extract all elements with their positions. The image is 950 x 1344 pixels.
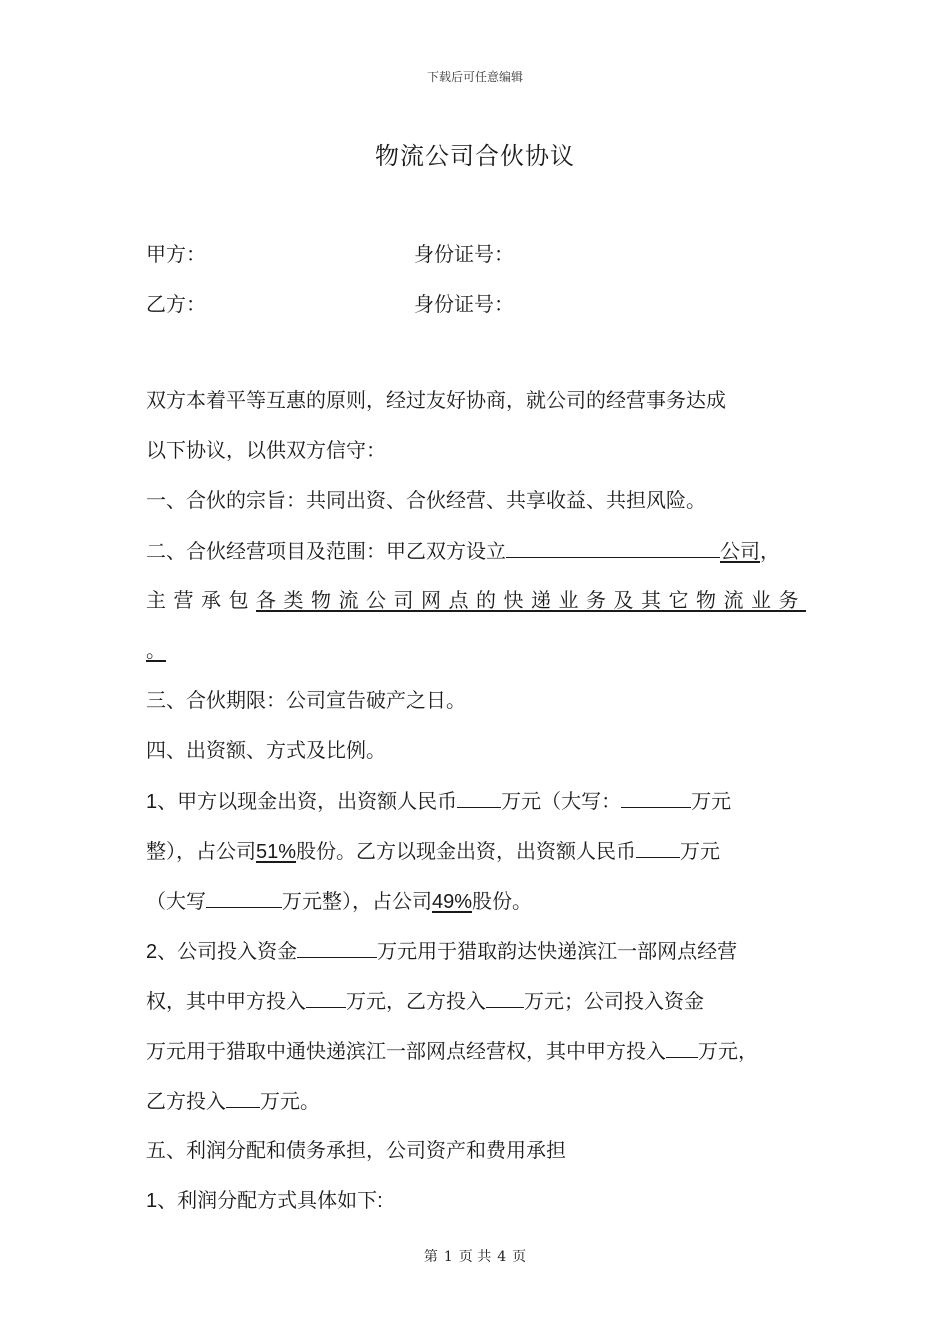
clause-1-line-1	[146, 785, 731, 817]
clause-2-text-d: 万元，乙方投入	[346, 989, 486, 1013]
header-note: 下载后可任意编辑	[426, 70, 523, 84]
clause-1-text-h: 万元整），占公司	[282, 889, 432, 913]
intro-line-1: 双方本着平等互惠的原则，经过友好协商，就公司的经营事务达成	[146, 388, 726, 412]
party-b-investment-blank	[486, 985, 524, 1008]
page-footer	[0, 1246, 950, 1266]
clause-3-number: 1	[146, 1190, 158, 1212]
clause-2-line-2	[146, 985, 704, 1016]
clause-2-text-h: 乙方投入	[146, 1089, 226, 1113]
clause-2-text-i: 万元。	[260, 1089, 320, 1113]
clause-2-line-3	[146, 1035, 758, 1066]
party-a-investment-blank	[306, 985, 346, 1008]
section-5: 五、利润分配和债务承担，公司资产和费用承担	[146, 1138, 566, 1162]
party-b-zto-blank	[226, 1085, 260, 1108]
investment-amount-blank	[297, 935, 377, 958]
clause-1-line-2	[146, 835, 720, 867]
footer-suffix: 页	[512, 1249, 527, 1265]
footer-middle: 页 共	[458, 1249, 492, 1265]
clause-2-text-g: 万元，	[698, 1039, 758, 1063]
company-name-blank	[506, 535, 720, 558]
company-suffix: 公司	[720, 539, 760, 563]
clause-1-text-f: 万元	[680, 839, 721, 863]
clause-2-line-4	[146, 1085, 320, 1116]
section-2-comma: ，	[760, 539, 780, 563]
party-a-amount-blank	[457, 785, 501, 808]
clause-3-text-a: 、利润分配方式具体如下	[157, 1188, 378, 1212]
clause-1-number: 1	[146, 791, 158, 813]
party-a-id-label: 身份证号：	[414, 242, 514, 266]
party-a-amount-words-blank	[621, 785, 691, 808]
clause-1-text-c: 万元	[691, 789, 732, 813]
section-4: 四、出资额、方式及比例。	[146, 738, 386, 762]
clause-2-text-a: 、公司投入资金	[157, 939, 298, 963]
main-business-period: 。	[146, 638, 166, 662]
clause-1-text-a: 、甲方以现金出资，出资额人民币	[157, 789, 458, 813]
page-number: 1	[443, 1249, 453, 1265]
clause-2-line-1	[146, 935, 737, 967]
footer-prefix: 第	[423, 1249, 438, 1265]
page-title: 物流公司合伙协议	[375, 142, 575, 170]
clause-1-text-d: 整），占公司	[146, 839, 256, 863]
intro-line-2: 以下协议，以供双方信守：	[146, 438, 386, 462]
party-b-label: 乙方：	[146, 292, 206, 316]
clause-1-text-g: （大写	[146, 889, 206, 913]
party-b-amount-blank	[636, 835, 680, 858]
section-3: 三、合伙期限：公司宣告破产之日。	[146, 688, 466, 712]
clause-1-text-e: 股份。乙方以现金出资，出资额人民币	[296, 839, 637, 863]
clause-2-text-e: 万元；公司投入资金	[524, 989, 704, 1013]
clause-2-text-c: 权，其中甲方投入	[146, 989, 306, 1013]
main-business-scope: 各类物流公司网点的快递业务及其它物流业务	[256, 588, 806, 612]
clause-1-line-3	[146, 885, 532, 917]
main-business-prefix: 主营承包	[146, 588, 256, 612]
party-b-share: 49%	[432, 891, 473, 913]
total-pages: 4	[497, 1249, 507, 1265]
section-2-line-2	[146, 585, 806, 615]
party-a-label: 甲方：	[146, 242, 206, 266]
party-b-amount-words-blank	[206, 885, 282, 908]
section-2-prefix: 二、合伙经营项目及范围：甲乙双方设立	[146, 539, 506, 563]
clause-2-text-f: 万元用于猎取中通快递滨江一部网点经营权，其中甲方投入	[146, 1039, 666, 1063]
clause-2-number: 2	[146, 941, 158, 963]
clause-1-text-i: 股份。	[472, 889, 533, 913]
section-1: 一、合伙的宗旨：共同出资、合伙经营、共享收益、共担风险。	[146, 488, 706, 512]
clause-1-text-b: 万元（大写：	[501, 789, 622, 813]
section-2-line-3	[146, 635, 174, 665]
clause-2-text-b: 万元用于猎取韵达快递滨江一部网点经营	[377, 939, 738, 963]
clause-3-line-1	[146, 1185, 383, 1216]
party-a-share: 51%	[256, 841, 297, 863]
party-a-zto-blank	[666, 1035, 698, 1058]
party-b-id-label: 身份证号：	[414, 292, 514, 316]
clause-3-colon: :	[377, 1190, 383, 1212]
section-2-line-1	[146, 535, 780, 566]
